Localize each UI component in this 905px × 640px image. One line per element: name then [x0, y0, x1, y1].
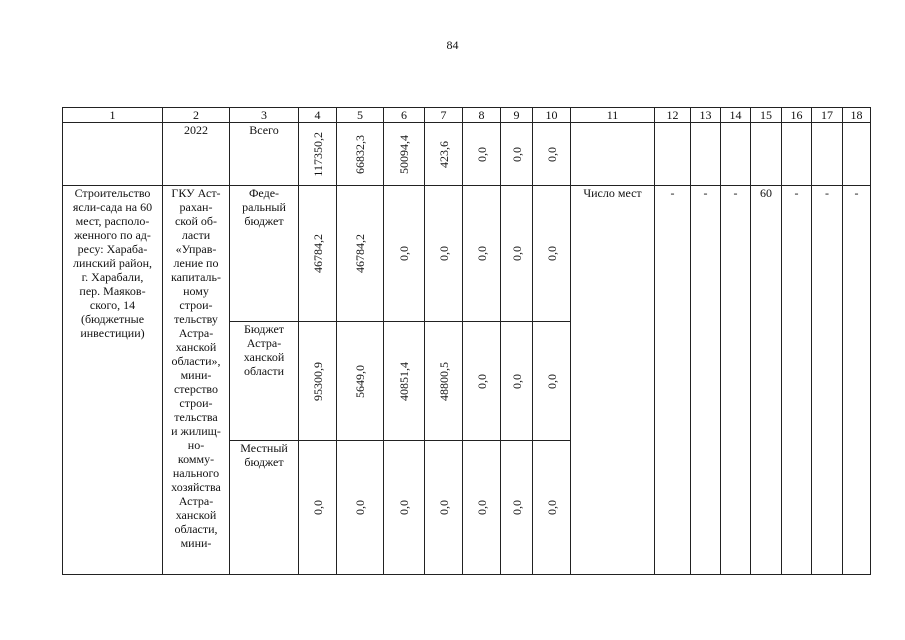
value-cell — [463, 123, 501, 186]
text-line: инвестиции) — [80, 326, 145, 340]
total-source-cell: Всего — [230, 123, 299, 186]
column-header: 17 — [812, 108, 843, 123]
text-line: капиталь- — [171, 270, 221, 284]
column-header: 9 — [501, 108, 533, 123]
value-cell — [425, 322, 463, 441]
text-line: ханской — [243, 350, 285, 364]
value-text: 0,0 — [474, 146, 489, 162]
text-line: мини- — [180, 536, 212, 550]
value-cell — [463, 322, 501, 441]
text-line: ральный — [242, 200, 286, 214]
object-description — [63, 186, 162, 340]
text-line: ГКУ Аст- — [171, 186, 221, 200]
value-text: 0,0 — [509, 146, 524, 162]
empty-cell — [571, 123, 655, 186]
text-line: стерство — [173, 382, 219, 396]
text-line: области», — [171, 354, 221, 368]
text-line: Строительство — [74, 186, 151, 200]
column-header: 4 — [299, 108, 337, 123]
empty-cell — [751, 123, 782, 186]
column-header: 18 — [843, 108, 871, 123]
value-cell — [337, 123, 384, 186]
text-line: комму- — [177, 452, 215, 466]
indicator-value-cell — [751, 186, 782, 575]
total-object-cell — [63, 123, 163, 186]
text-line: «Управ- — [175, 242, 217, 256]
budget-table — [62, 107, 871, 575]
text-line: ской об- — [174, 214, 218, 228]
column-header: 5 — [337, 108, 384, 123]
value-text: 0,0 — [509, 246, 524, 261]
value-cell — [463, 441, 501, 575]
column-header: 11 — [571, 108, 655, 123]
page-number: 84 — [446, 38, 459, 52]
value-cell — [337, 322, 384, 441]
text-line: мини- — [180, 368, 212, 382]
text-line: ресу: Хараба- — [77, 242, 148, 256]
column-header: 14 — [721, 108, 751, 123]
text-line: (бюджетные — [80, 312, 145, 326]
empty-cell — [782, 123, 812, 186]
value-cell — [463, 186, 501, 322]
value-cell — [533, 322, 571, 441]
value-cell — [384, 123, 425, 186]
object-description-cell — [63, 186, 163, 575]
value-text: 50094,4 — [397, 134, 411, 174]
text-line: тельству — [174, 312, 218, 326]
value-cell — [425, 123, 463, 186]
indicator-value: - — [670, 186, 675, 200]
column-header: 10 — [533, 108, 571, 123]
empty-cell — [721, 123, 751, 186]
value-text: 40851,4 — [397, 361, 411, 401]
text-line: Феде- — [248, 186, 280, 200]
column-header: 16 — [782, 108, 812, 123]
empty-cell — [691, 123, 721, 186]
value-text: 0,0 — [474, 500, 489, 515]
value-cell — [501, 123, 533, 186]
year-cell: 2022 — [163, 123, 230, 186]
text-line: Астра- — [178, 326, 214, 340]
value-cell — [425, 441, 463, 575]
value-text: 46784,2 — [310, 234, 325, 273]
federal-row — [63, 186, 871, 322]
value-cell — [533, 186, 571, 322]
value-text: 0,0 — [397, 246, 411, 261]
value-text: 0,0 — [353, 500, 367, 515]
text-line: Бюджет — [243, 322, 285, 336]
indicator-value-cell — [812, 186, 843, 575]
indicator-name: Число мест — [583, 186, 642, 200]
text-line: пер. Маяков- — [79, 284, 146, 298]
empty-cell — [843, 123, 871, 186]
indicator-value: - — [794, 186, 799, 200]
indicator-value-cell — [691, 186, 721, 575]
text-line: рахан- — [179, 200, 213, 214]
value-cell — [533, 441, 571, 575]
value-text: 117350,2 — [310, 131, 325, 177]
text-line: ханской — [175, 340, 217, 354]
local-source-cell — [230, 441, 299, 575]
value-cell — [501, 186, 533, 322]
federal-source — [230, 186, 298, 228]
value-cell — [384, 441, 425, 575]
value-text: 0,0 — [544, 373, 559, 389]
value-cell — [299, 441, 337, 575]
text-line: ханской — [175, 508, 217, 522]
column-header: 13 — [691, 108, 721, 123]
text-line: г. Харабали, — [81, 270, 144, 284]
indicator-value: - — [854, 186, 859, 200]
column-header: 1 — [63, 108, 163, 123]
text-line: Астра- — [178, 494, 214, 508]
value-text: 95300,9 — [310, 361, 325, 401]
text-line: ному — [183, 284, 209, 298]
value-text: 5649,0 — [353, 364, 367, 398]
value-cell — [384, 322, 425, 441]
value-cell — [533, 123, 571, 186]
indicator-value-cell — [655, 186, 691, 575]
indicator-value: - — [703, 186, 708, 200]
empty-cell — [655, 123, 691, 186]
regional-source-cell — [230, 322, 299, 441]
local-source — [230, 441, 298, 469]
text-line: строи- — [179, 298, 213, 312]
value-text: 46784,2 — [353, 234, 367, 273]
value-cell — [384, 186, 425, 322]
text-line: ление по — [173, 256, 219, 270]
text-line: бюджет — [244, 455, 284, 469]
text-line: линский район, — [72, 256, 152, 270]
value-text: 0,0 — [544, 146, 559, 162]
indicator-name-cell — [571, 186, 655, 575]
column-header: 7 — [425, 108, 463, 123]
executor-cell — [163, 186, 230, 575]
text-line: и жилищ- — [171, 424, 221, 438]
text-line: тельства — [174, 410, 218, 424]
value-text: 0,0 — [436, 246, 451, 261]
text-line: Местный — [240, 441, 288, 455]
text-line: бюджет — [244, 214, 284, 228]
header-row — [63, 108, 871, 123]
text-line: Астра- — [246, 336, 282, 350]
column-header: 8 — [463, 108, 501, 123]
federal-source-cell — [230, 186, 299, 322]
text-line: хозяйства — [171, 480, 221, 494]
column-header: 6 — [384, 108, 425, 123]
value-text: 0,0 — [310, 500, 325, 515]
value-cell — [299, 123, 337, 186]
indicator-value: - — [825, 186, 829, 200]
column-header: 2 — [163, 108, 230, 123]
regional-source — [230, 322, 298, 378]
text-line: ласти — [181, 228, 211, 242]
indicator-value-cell — [843, 186, 871, 575]
column-header: 12 — [655, 108, 691, 123]
indicator-value-cell — [721, 186, 751, 575]
total-row — [63, 123, 871, 186]
value-text: 0,0 — [436, 500, 451, 515]
value-text: 0,0 — [474, 246, 489, 261]
indicator-value-cell — [782, 186, 812, 575]
column-header: 15 — [751, 108, 782, 123]
value-text: 66832,3 — [353, 134, 367, 174]
text-line: ского, 14 — [89, 298, 136, 312]
executor-name — [163, 186, 229, 550]
value-cell — [299, 186, 337, 322]
indicator-value: 60 — [760, 186, 772, 200]
value-cell — [425, 186, 463, 322]
value-text: 0,0 — [397, 500, 411, 515]
text-line: мест, располо- — [75, 214, 150, 228]
value-text: 0,0 — [509, 500, 524, 515]
value-text: 48800,5 — [436, 361, 451, 401]
value-text: 423,6 — [436, 140, 451, 168]
value-cell — [501, 441, 533, 575]
text-line: области, — [174, 522, 218, 536]
text-line: области — [243, 364, 285, 378]
value-cell — [337, 441, 384, 575]
text-line: но- — [187, 438, 205, 452]
value-cell — [337, 186, 384, 322]
value-text: 0,0 — [544, 500, 559, 515]
column-header: 3 — [230, 108, 299, 123]
text-line: ясли-сада на 60 — [72, 200, 153, 214]
text-line: строи- — [179, 396, 213, 410]
empty-cell — [812, 123, 843, 186]
value-cell — [501, 322, 533, 441]
text-line: нального — [172, 466, 220, 480]
value-text: 0,0 — [544, 246, 559, 261]
value-text: 0,0 — [509, 373, 524, 389]
value-text: 0,0 — [474, 373, 489, 389]
value-cell — [299, 322, 337, 441]
indicator-value: - — [733, 186, 738, 200]
text-line: женного по ад- — [74, 228, 151, 242]
